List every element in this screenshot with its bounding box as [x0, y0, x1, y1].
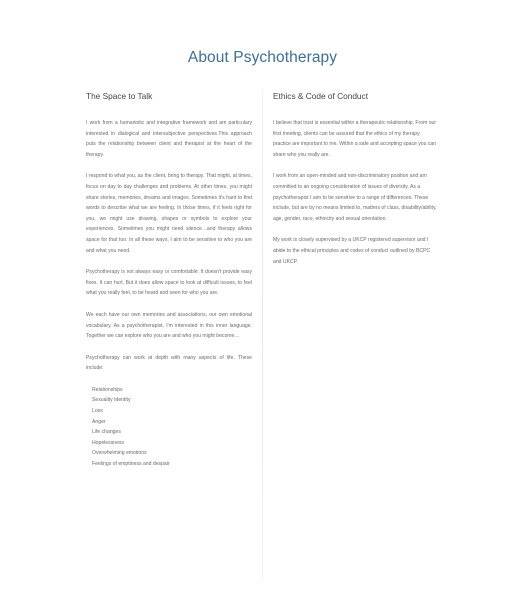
list-item: Overwhelming emotions — [92, 450, 147, 457]
list-item: Sexuality Identity — [92, 397, 131, 404]
list-item: Feelings of emptiness and despair — [92, 461, 170, 468]
left-column-heading: The Space to Talk — [86, 91, 153, 101]
list-item: Life changes — [92, 429, 121, 436]
right-column-heading: Ethics & Code of Conduct — [273, 91, 369, 101]
list-item: Hopelessness — [92, 439, 124, 446]
list-item: Relationships — [92, 386, 123, 393]
left-paragraph: Psychotherapy can work at depth with many aspects of life. These include: — [86, 354, 252, 372]
list-item: Anger — [92, 418, 106, 425]
right-paragraph: I work from an open-minded and non-discriminatory position and am committed to an ongoing consideration of issues of diversity. As a psychotherapist I aim to be sensitive to a range of differences. These include, but are by no means limited to, matters of class, disability/ability, age, gender, race, ethnicity and sexual orientation. — [273, 173, 437, 222]
page-title: About Psychotherapy — [187, 49, 338, 66]
column-divider — [262, 90, 263, 580]
right-column — [273, 90, 438, 278]
list-item: Loss — [92, 408, 103, 415]
right-paragraph: I believe that trust is essential within a therapeutic relationship. From our first meeting, clients can be assured that the ethics of my therapy practice are important to me. Within a safe and accepting space you can share who you really are. — [273, 120, 437, 158]
left-column — [86, 90, 252, 470]
right-paragraph: My work is closely supervised by a UKCP registered supervisor and I abide to the ethical principles and codes of conduct outlined by BCPC and UKCP. — [273, 237, 431, 265]
left-paragraph: I work from a humanistic and integrative framework and am particulary interested in dialogical and intersubjective perspectives.This approach puts the relationship between client and therapist at the heart of the therapy. — [86, 120, 252, 158]
aspects-list — [86, 385, 252, 470]
left-paragraph: We each have our own memories and associations, our own emotional vocabulary. As a psychotherapist, I'm interested in this inner language. Together we can explore who you are and who you might become… — [86, 311, 252, 340]
left-paragraph: Psychotherapy is not always easy or comfortable. It doesn't provide easy fixes. It can hurt. But it does allow space to look at difficult issues, to feel what you really feel, to be heard and seen for who you are. — [86, 269, 252, 297]
left-paragraph: I respond to what you, as the client, bring to therapy. That might, at times, focus on day to day challenges and problems. At other times, you might share stories, memories, dreams and images. Sometimes it's hard to find words to describe what we are feeling. In those times, if it feels right for you, we might use drawing, shapes or symbols to explore your experiences. Sometimes you might need silence…and therapy allows space for that too. In all these ways, I aim to be sensitive to who you are and what you need. — [86, 173, 252, 254]
